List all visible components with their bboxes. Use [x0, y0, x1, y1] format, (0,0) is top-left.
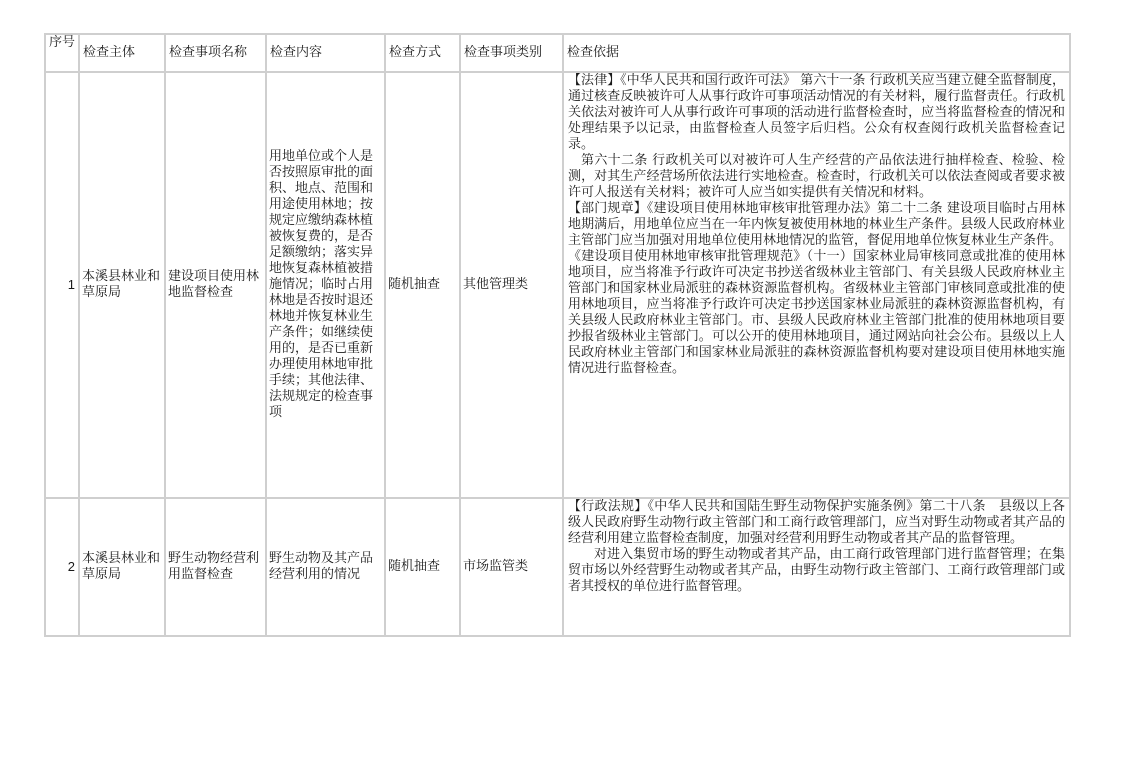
- header-item-name: 检查事项名称: [165, 34, 266, 72]
- row-category: 其他管理类: [460, 72, 563, 498]
- basis-paragraph: 《建设项目使用林地审核审批管理规范》（十一）国家林业局审核同意或批准的使用林地项目，应当将准予行政许可决定书抄送省级林业主管部门、有关县级人民政府林业主管部门和国家林业局派驻的森林资源监督机构。省级林业主管部门审核同意或批准的使用林地项目，应当将准予行政许可决定书抄送国家林业局派驻的森林资源监督机构，有关县级人民政府林业主管部门。市、县级人民政府林业主管部门批准的使用林地项目要抄报省级林业主管部门。可以公开的使用林地项目，通过网站向社会公布。县级以上人民政府林业主管部门和国家林业局派驻的森林资源监督机构要对建设项目使用林地实施情况进行监督检查。: [568, 249, 1065, 376]
- header-subject: 检查主体: [79, 34, 165, 72]
- basis-paragraph: 【部门规章】《建设项目使用林地审核审批管理办法》第二十二条 建设项目临时占用林地期满后，用地单位应当在一年内恢复被使用林地的林业生产条件。县级人民政府林业主管部门应当加强对用地单位使用林地情况的监管，督促用地单位恢复林业生产条件。: [568, 201, 1065, 248]
- row-seq: 1: [45, 72, 79, 498]
- table-row: [45, 498, 1070, 636]
- row-seq: 2: [45, 498, 79, 636]
- basis-text-block: [568, 499, 1065, 635]
- row-item-name: 建设项目使用林地监督检查: [165, 72, 266, 498]
- row-item-name: 野生动物经营利用监督检查: [165, 498, 266, 636]
- row-content: 野生动物及其产品经营利用的情况: [266, 498, 385, 636]
- basis-paragraph: 【行政法规】《中华人民共和国陆生野生动物保护实施条例》第二十八条 县级以上各级人民政府野生动物行政主管部门和工商行政管理部门，应当对野生动物或者其产品的经营利用建立监督检查制度，加强对经营利用野生动物或者其产品的监督管理。: [568, 499, 1065, 546]
- inspection-table: [44, 33, 1071, 637]
- header-method: 检查方式: [385, 34, 460, 72]
- row-subject: 本溪县林业和草原局: [79, 498, 165, 636]
- row-category: 市场监管类: [460, 498, 563, 636]
- basis-text-block: [568, 73, 1065, 497]
- basis-paragraph: 对进入集贸市场的野生动物或者其产品，由工商行政管理部门进行监督管理；在集贸市场以外经营野生动物或者其产品，由野生动物行政主管部门、工商行政管理部门或者其授权的单位进行监督管理。: [568, 547, 1065, 594]
- table-row: [45, 72, 1070, 498]
- row-basis: [563, 498, 1070, 636]
- header-content: 检查内容: [266, 34, 385, 72]
- row-method: 随机抽查: [385, 498, 460, 636]
- row-method: 随机抽查: [385, 72, 460, 498]
- header-row: [45, 34, 1070, 72]
- basis-paragraph: 【法律】《中华人民共和国行政许可法》 第六十一条 行政机关应当建立健全监督制度，通过核查反映被许可人从事行政许可事项活动情况的有关材料，履行监督责任。行政机关依法对被许可人从事行政许可事项的活动进行监督检查时，应当将监督检查的情况和处理结果予以记录，由监督检查人员签字后归档。公众有权查阅行政机关监督检查记录。: [568, 73, 1065, 152]
- row-basis: [563, 72, 1070, 498]
- header-basis: 检查依据: [563, 34, 1070, 72]
- header-seq: 序号: [45, 34, 79, 72]
- row-subject: 本溪县林业和草原局: [79, 72, 165, 498]
- row-content: 用地单位或个人是否按照原审批的面积、地点、范围和用途使用林地；按规定应缴纳森林植被恢复费的，是否足额缴纳；落实异地恢复森林植被措施情况；临时占用林地是否按时退还林地并恢复林业生产条件；如继续使用的，是否已重新办理使用林地审批手续；其他法律、法规规定的检查事项: [266, 72, 385, 498]
- basis-paragraph: 第六十二条 行政机关可以对被许可人生产经营的产品依法进行抽样检查、检验、检测，对其生产经营场所依法进行实地检查。检查时，行政机关可以依法查阅或者要求被许可人报送有关材料；被许可人应当如实提供有关情况和材料。: [568, 153, 1065, 200]
- header-category: 检查事项类别: [460, 34, 563, 72]
